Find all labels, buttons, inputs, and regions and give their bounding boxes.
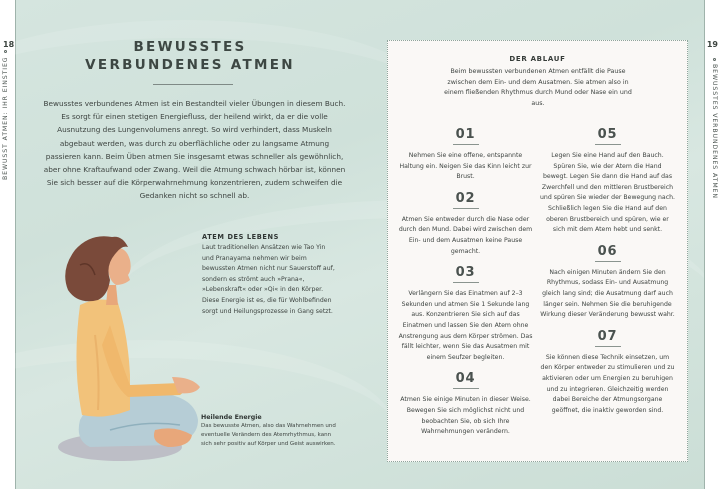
step-text: Sie können diese Technik einsetzen, um den Körper entweder zu stimulieren und zu aktivieren oder um Energien zu beruhigen und zu integrieren. Gleichzeitig werden dabei Bereiche der Atmungsorgane geöffnet, die inaktiv geworden sind.	[540, 353, 675, 414]
running-head-left	[2, 47, 9, 180]
procedure-heading: DER ABLAUF	[509, 55, 566, 63]
title-line-2: VERBUNDENES ATMEN	[85, 57, 295, 73]
page-number-right: 19	[706, 40, 718, 49]
sidebar-text: Laut traditionellen Ansätzen wie Tao Yin und Pranayama nehmen wir beim bewussten Atmen nicht nur Sauerstoff auf, sondern es strömt auch »Prana«, »Lebenskraft« oder »Qi« in den Körper. Diese Energie ist es, die für Wohlbefinden sorgt und Heilungsprozesse in Gang setzt.	[202, 244, 335, 315]
meditating-woman-illustration	[50, 225, 200, 485]
procedure-box	[387, 40, 688, 462]
caption-heading: Heilende Energie	[201, 414, 262, 421]
step-03	[398, 265, 533, 363]
step-divider	[453, 388, 479, 389]
step-text: Nehmen Sie eine offene, entspannte Haltung ein. Neigen Sie das Kinn leicht zur Brust.	[399, 152, 532, 181]
step-divider	[453, 208, 479, 209]
step-text: Atmen Sie einige Minuten in dieser Weise. Bewegen Sie sich möglichst nicht und beobachten Sie, ob sich Ihre Wahrnehmungen verändern.	[400, 396, 531, 436]
procedure-intro: Beim bewussten verbundenen Atmen entfällt die Pause zwischen dem Ein- und dem Ausatmen. Sie atmen also in einem fließenden Rhythmus durch Mund oder Nase ein und aus.	[444, 68, 632, 107]
caption-text: Das bewusste Atmen, also das Wahrnehmen und eventuelle Verändern des Atemrhythmus, kann sich sehr positiv auf Körper und Geist auswirken.	[201, 423, 336, 447]
page-number-left: 18	[3, 40, 15, 49]
step-divider	[453, 144, 479, 145]
step-07	[540, 329, 675, 417]
step-text: Nach einigen Minuten ändern Sie den Rhythmus, sodass Ein- und Ausatmung gleich lang sind; die Ausatmung darf auch länger sein. Nehmen Sie die beruhigende Wirkung dieser Veränderung bewusst wahr.	[540, 268, 675, 319]
step-04	[398, 371, 533, 437]
step-number: 06	[597, 243, 618, 259]
step-number: 07	[597, 328, 618, 344]
title-line-1: BEWUSSTES	[133, 39, 247, 55]
step-number: 03	[455, 265, 476, 281]
running-head-left-text: BEWUSST ATMEN: IHR EINSTIEG	[2, 56, 9, 180]
step-text: Legen Sie eine Hand auf den Bauch. Spüren Sie, wie der Atem die Hand bewegt. Legen Sie dann die Hand auf das Zwerchfell und den mittleren Brustbereich und spüren Sie wieder der Bewegung nach. Schließlich legen Sie die Hand auf den oberen Brustbereich und spüren, wie er sich mit dem Atem hebt und senkt.	[540, 152, 675, 234]
step-number: 01	[455, 127, 476, 142]
step-05	[540, 127, 675, 236]
illustration-svg	[50, 225, 200, 485]
step-divider	[453, 282, 479, 283]
step-divider	[595, 261, 621, 262]
circle-bullet-icon	[4, 50, 7, 53]
step-01	[398, 127, 533, 183]
steps-column-left	[398, 127, 533, 446]
info-sidebar	[202, 233, 338, 317]
step-text: Atmen Sie entweder durch die Nase oder durch den Mund. Dabei wird zwischen dem Ein- und dem Ausatmen keine Pause gemacht.	[398, 215, 533, 255]
sidebar-heading: ATEM DES LEBENS	[202, 233, 279, 241]
step-divider	[595, 346, 621, 347]
intro-paragraph: Bewusstes verbundenes Atmen ist ein Bestandteil vieler Übungen in diesem Buch. Es sorgt für einen stetigen Energiefluss, der heilend wirkt, da er die volle Ausnutzung des Lungenvolumens anregt. So wird verhindert, dass Muskeln abgebaut werden, was durch zu oberflächliche oder zu langsame Atmung passieren kann. Beim Üben atmen Sie insgesamt etwas schneller als gewöhnlich, aber ohne Kraftaufwand oder Zwang. Weil die Atmung schwach hörbar ist, können Sie sich besser auf die Körperwahrnehmung konzentrieren, zudem schweifen die Gedanken nicht so schnell ab.	[43, 99, 346, 201]
running-head-right-text: BEWUSSTES VERBUNDENES ATMEN	[711, 64, 718, 199]
step-number: 04	[455, 371, 476, 387]
image-caption	[201, 414, 336, 448]
step-number: 02	[455, 190, 476, 206]
step-06	[540, 244, 675, 321]
step-text: Verlängern Sie das Einatmen auf 2–3 Sekunden und atmen Sie 1 Sekunde lang aus. Konzentrieren Sie sich auf das Einatmen und lassen Sie den Atem ohne Anstrengung aus dem Körper strömen. Das fällt leichter, wenn Sie das Ausatmen mit einem Seufzer begleiten.	[398, 290, 533, 361]
circle-bullet-icon	[714, 58, 717, 61]
running-head-right	[711, 55, 718, 225]
step-number: 05	[597, 127, 618, 142]
step-02	[398, 191, 533, 257]
step-divider	[595, 144, 621, 145]
title-divider	[153, 84, 233, 85]
page-title	[60, 38, 320, 74]
steps-column-right	[540, 127, 675, 424]
